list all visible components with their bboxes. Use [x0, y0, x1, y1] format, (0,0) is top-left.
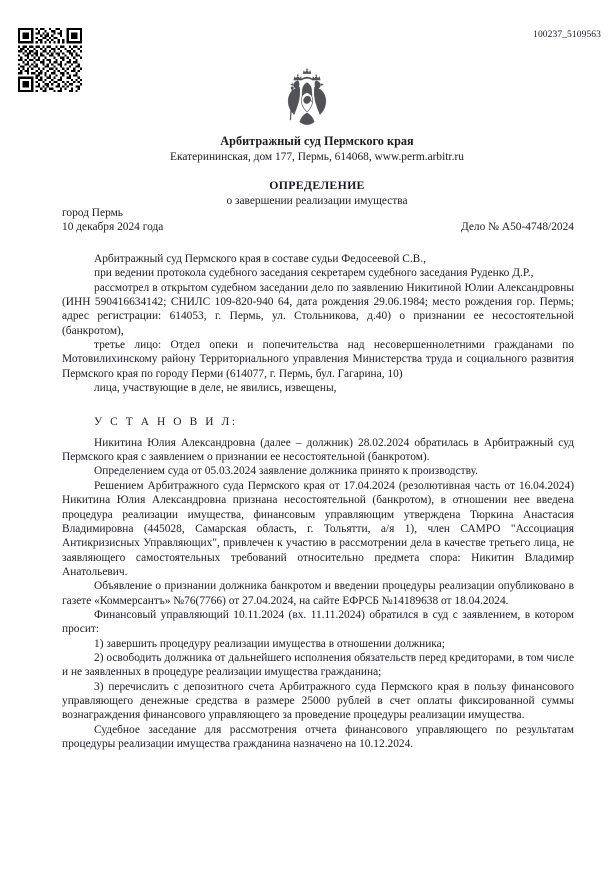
paragraph-composition: Арбитражный суд Пермского края в составе судьи Федосеевой С.В., [94, 253, 426, 265]
city-label: город Пермь [62, 207, 123, 219]
paragraph-application-filed: Никитина Юлия Александровна (далее – должник) 28.02.2024 обратилась в Арбитражный суд Пермского края с заявлением о признании ее несостоятельной (банкротом). [62, 436, 574, 464]
paragraph-attendance: лица, участвующие в деле, не явились, извещены, [94, 382, 337, 395]
document-subject: о завершении реализации имущества [226, 195, 408, 207]
paragraph-bankruptcy-decision: Решением Арбитражного суда Пермского края от 17.04.2024 (резолютивная часть от 16.04.2024) Никитина Юлия Александровна признана несостоятельной (банкротом), в отношении нее введена процедура реализации имущества, финансовым управляющим утверждена Тюркина Анастасия Владимировна (445028, Самарская область, г. Тольятти, а/я 1), член САМРО "Ассоциация Антикризисных Управляющих", привлечен к участию в рассмотрении дела в качестве третьего лица, не заявляющего самостоятельных требований относительно предмета спора: Никитин Владимир Анатольевич. [62, 479, 574, 578]
document-type-title: ОПРЕДЕЛЕНИЕ [269, 178, 365, 192]
coat-of-arms-wrapper [0, 68, 614, 130]
paragraph-request-item-1: 1) завершить процедуру реализации имущества в отношении должника; [94, 637, 445, 650]
case-number: Дело № А50-4748/2024 [460, 221, 574, 234]
paragraph-secretary: при ведении протокола судебного заседания секретарем судебного заседания Руденко Д.Р., [94, 267, 534, 280]
russian-coat-of-arms-icon [284, 68, 330, 130]
section-heading-ustanovil: У С Т А Н О В И Л: [94, 416, 238, 429]
paragraph-request-item-3: 3) перечислить с депозитного счета Арбитражного суда Пермского края в пользу финансового управляющего денежные средства в размере 25000 рублей в счет оплаты фиксированной суммы вознаграждения финансового управляющего за проведение процедуры реализации имущества. [62, 680, 574, 722]
paragraph-debtor-details: рассмотрел в открытом судебном заседании дело по заявлению Никитиной Юлии Александровны (ИНН 590416634142; СНИЛС 109-820-940 64, дата рождения 29.06.1984; место рождения гор. Пермь; адрес регистрации: 614053, г. Пермь, ул. Стольникова, д.40) о признании ее несостоятельной (банкротом), [62, 281, 574, 337]
paragraph-publication: Объявление о признании должника банкротом и введении процедуры реализации опубликовано в газете «Коммерсантъ» №76(7766) от 27.04.2024, на сайте ЕФРСБ №14189638 от 18.04.2024. [62, 580, 574, 607]
paragraph-hearing-scheduled: Судебное заседание для рассмотрения отчета финансового управляющего по результатам процедуры реализации имущества гражданина назначено на 10.12.2024. [62, 723, 574, 750]
paragraph-third-party: третье лицо: Отдел опеки и попечительства над несовершеннолетними гражданами по Мотовилихинскому району Территориального управления Министерства труда и социального развития Пермского края по городу Перми (614077, г. Пермь, бул. Гагарина, 10) [62, 339, 574, 380]
document-header [60, 134, 574, 209]
document-identifier: 100237_5109563 [533, 30, 601, 40]
paragraph-manager-request: Финансовый управляющий 10.11.2024 (вх. 11.11.2024) обратился в суд с заявлением, в котором просит: [62, 608, 574, 636]
document-meta [62, 206, 574, 235]
court-name: Арбитражный суд Пермского края [220, 134, 414, 148]
paragraph-request-item-2: 2) освободить должника от дальнейшего исполнения обязательств перед кредиторами, в том числе и не заявленных в процедуре реализации имущества гражданина; [62, 651, 574, 679]
paragraph-accepted-ruling: Определением суда от 05.03.2024 заявление должника принято к производству. [94, 465, 479, 478]
decision-date: 10 декабря 2024 года [62, 221, 164, 234]
document-body [62, 252, 574, 751]
court-address: Екатерининская, дом 177, Пермь, 614068, www.perm.arbitr.ru [170, 151, 464, 163]
